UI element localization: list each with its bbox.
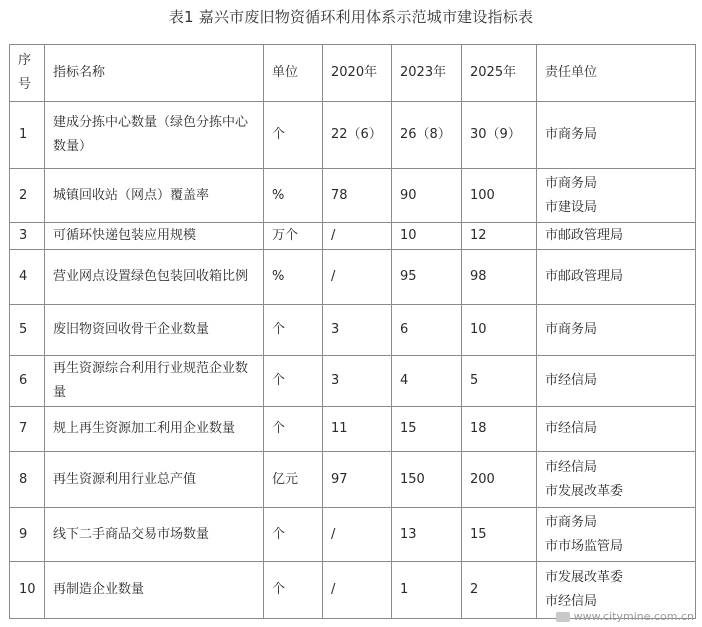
table-row bbox=[10, 305, 696, 356]
cell-y2023: 15 bbox=[392, 407, 462, 452]
responsible-unit: 市发展改革委 bbox=[545, 570, 624, 585]
cell-unit: 个 bbox=[264, 356, 323, 407]
cell-y2025: 2 bbox=[462, 562, 537, 619]
cell-y2023: 4 bbox=[392, 356, 462, 407]
responsible-unit: 市商务局 bbox=[545, 127, 598, 142]
cell-y2023: 10 bbox=[392, 223, 462, 250]
cell-unit: 个 bbox=[264, 102, 323, 169]
table-row bbox=[10, 452, 696, 508]
cell-unit: 个 bbox=[264, 305, 323, 356]
cell-y2025: 10 bbox=[462, 305, 537, 356]
cell-y2025: 30（9） bbox=[462, 102, 537, 169]
indicator-table bbox=[9, 44, 696, 619]
cell-no: 9 bbox=[10, 508, 45, 562]
header-name: 指标名称 bbox=[45, 45, 264, 102]
table-row bbox=[10, 356, 696, 407]
table-row bbox=[10, 250, 696, 305]
cell-y2020: 3 bbox=[323, 305, 392, 356]
cell-y2023: 26（8） bbox=[392, 102, 462, 169]
cell-responsible bbox=[537, 169, 696, 223]
cell-responsible bbox=[537, 250, 696, 305]
cell-no: 3 bbox=[10, 223, 45, 250]
cell-no: 8 bbox=[10, 452, 45, 508]
cell-unit: % bbox=[264, 169, 323, 223]
responsible-unit: 市商务局 bbox=[545, 322, 598, 337]
cell-y2020: / bbox=[323, 223, 392, 250]
cell-no: 1 bbox=[10, 102, 45, 169]
cell-responsible bbox=[537, 223, 696, 250]
responsible-unit: 市经信局 bbox=[545, 459, 598, 475]
cell-responsible bbox=[537, 305, 696, 356]
cell-responsible bbox=[537, 452, 696, 508]
responsible-unit: 市邮政管理局 bbox=[545, 269, 624, 284]
responsible-unit: 市商务局 bbox=[545, 514, 598, 530]
cell-y2023: 95 bbox=[392, 250, 462, 305]
cell-name: 废旧物资回收骨干企业数量 bbox=[45, 305, 264, 356]
cell-name: 规上再生资源加工利用企业数量 bbox=[45, 407, 264, 452]
cell-y2023: 13 bbox=[392, 508, 462, 562]
cell-y2025: 5 bbox=[462, 356, 537, 407]
table-row bbox=[10, 102, 696, 169]
cell-unit: 个 bbox=[264, 508, 323, 562]
cell-name: 再生资源综合利用行业规范企业数量 bbox=[45, 356, 264, 407]
responsible-unit: 市商务局 bbox=[545, 175, 598, 191]
cell-y2025: 18 bbox=[462, 407, 537, 452]
cell-y2020: 78 bbox=[323, 169, 392, 223]
responsible-unit: 市发展改革委 bbox=[545, 483, 624, 499]
cell-y2020: 11 bbox=[323, 407, 392, 452]
cell-y2020: 97 bbox=[323, 452, 392, 508]
cell-name: 再制造企业数量 bbox=[45, 562, 264, 619]
watermark-logo-icon bbox=[556, 612, 570, 622]
table-row bbox=[10, 508, 696, 562]
cell-name: 再生资源利用行业总产值 bbox=[45, 452, 264, 508]
header-responsible: 责任单位 bbox=[537, 45, 696, 102]
table-row bbox=[10, 169, 696, 223]
cell-y2025: 98 bbox=[462, 250, 537, 305]
cell-no: 7 bbox=[10, 407, 45, 452]
header-2020: 2020年 bbox=[323, 45, 392, 102]
cell-responsible bbox=[537, 356, 696, 407]
cell-y2020: / bbox=[323, 508, 392, 562]
cell-unit: % bbox=[264, 250, 323, 305]
cell-y2025: 200 bbox=[462, 452, 537, 508]
cell-unit: 个 bbox=[264, 562, 323, 619]
cell-y2023: 90 bbox=[392, 169, 462, 223]
cell-y2020: 3 bbox=[323, 356, 392, 407]
cell-responsible bbox=[537, 102, 696, 169]
responsible-unit: 市建设局 bbox=[545, 199, 598, 215]
header-no: 序号 bbox=[10, 45, 45, 102]
cell-y2025: 12 bbox=[462, 223, 537, 250]
cell-y2023: 1 bbox=[392, 562, 462, 619]
cell-no: 4 bbox=[10, 250, 45, 305]
cell-responsible bbox=[537, 508, 696, 562]
responsible-unit: 市市场监管局 bbox=[545, 538, 624, 554]
cell-y2020: / bbox=[323, 250, 392, 305]
table-title: 表1 嘉兴市废旧物资循环利用体系示范城市建设指标表 bbox=[168, 8, 534, 26]
header-2023: 2023年 bbox=[392, 45, 462, 102]
cell-y2025: 15 bbox=[462, 508, 537, 562]
responsible-unit: 市经信局 bbox=[545, 594, 598, 609]
cell-unit: 万个 bbox=[264, 223, 323, 250]
cell-y2023: 150 bbox=[392, 452, 462, 508]
cell-no: 2 bbox=[10, 169, 45, 223]
cell-name: 营业网点设置绿色包装回收箱比例 bbox=[45, 250, 264, 305]
cell-no: 5 bbox=[10, 305, 45, 356]
cell-y2023: 6 bbox=[392, 305, 462, 356]
header-unit: 单位 bbox=[264, 45, 323, 102]
cell-responsible bbox=[537, 407, 696, 452]
watermark-text: www.citymine.com.cn bbox=[573, 610, 694, 623]
table-header-row bbox=[10, 45, 696, 102]
cell-no: 6 bbox=[10, 356, 45, 407]
cell-y2020: / bbox=[323, 562, 392, 619]
cell-name: 建成分拣中心数量（绿色分拣中心数量） bbox=[45, 102, 264, 169]
table-row bbox=[10, 407, 696, 452]
cell-no: 10 bbox=[10, 562, 45, 619]
table-row bbox=[10, 223, 696, 250]
watermark bbox=[556, 610, 694, 623]
cell-y2025: 100 bbox=[462, 169, 537, 223]
cell-unit: 个 bbox=[264, 407, 323, 452]
cell-name: 可循环快递包装应用规模 bbox=[45, 223, 264, 250]
cell-unit: 亿元 bbox=[264, 452, 323, 508]
responsible-unit: 市邮政管理局 bbox=[545, 228, 624, 243]
responsible-unit: 市经信局 bbox=[545, 421, 598, 436]
responsible-unit: 市经信局 bbox=[545, 373, 598, 388]
header-2025: 2025年 bbox=[462, 45, 537, 102]
cell-name: 城镇回收站（网点）覆盖率 bbox=[45, 169, 264, 223]
cell-name: 线下二手商品交易市场数量 bbox=[45, 508, 264, 562]
cell-y2020: 22（6） bbox=[323, 102, 392, 169]
